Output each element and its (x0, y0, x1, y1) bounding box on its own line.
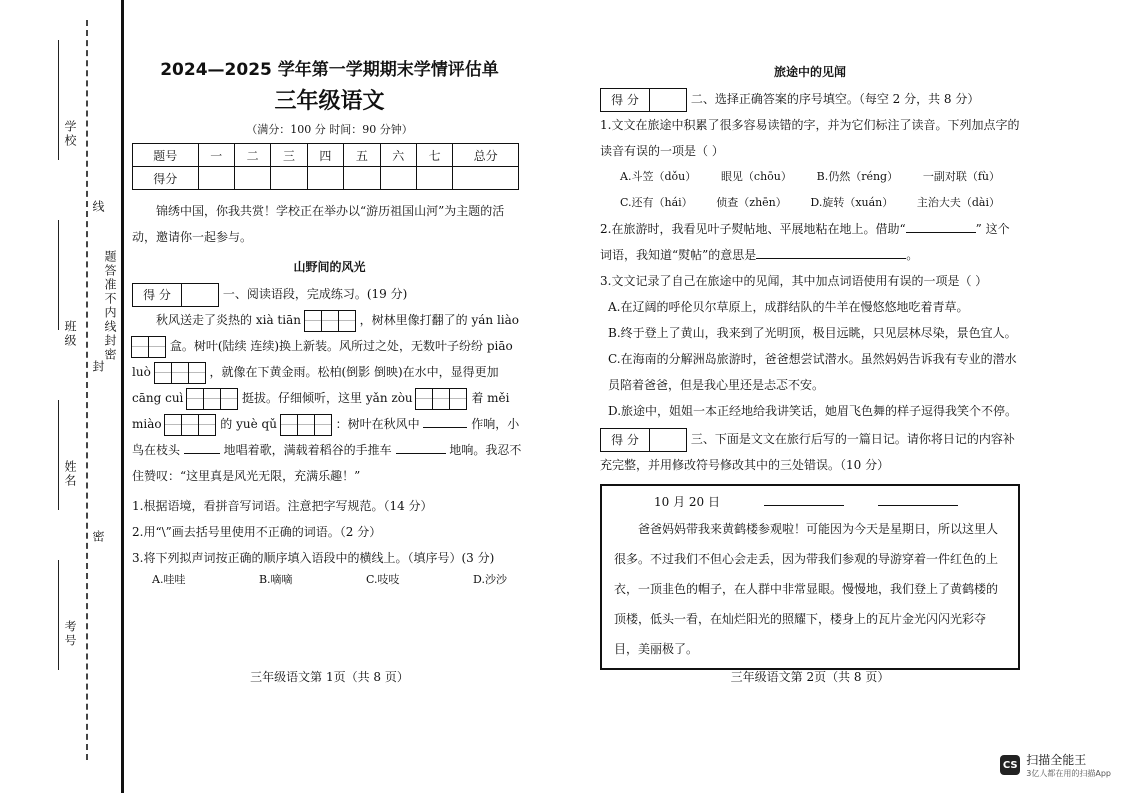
tianzige-box[interactable] (165, 414, 216, 436)
cut-label-xian: 线 (91, 200, 105, 214)
section1-title: 一、阅读语段，完成练习。(19 分) (222, 287, 408, 301)
score-col-2: 二 (234, 144, 270, 167)
question-3: 3.将下列拟声词按正确的顺序填入语段中的横线上。（填序号）(3 分) (132, 551, 495, 565)
answer-line-class (58, 220, 59, 330)
watermark-tagline: 3亿人都在用的扫描App (1026, 769, 1111, 778)
q3-option-a: A.在辽阔的呼伦贝尔草原上，成群结队的牛羊在慢悠悠地吃着青草。 (608, 300, 969, 314)
exam-meta: （满分：100 分 时间：90 分钟） (246, 123, 413, 136)
section1-heading: 山野间的风光 (293, 260, 366, 274)
tianzige-box[interactable] (281, 414, 332, 436)
score-col-3: 三 (271, 144, 307, 167)
sec2-question-3: 3.文文记录了自己在旅途中的见闻，其中加点词语使用有误的一项是（ ） (600, 274, 988, 288)
pinyin-4: cāng cuì (132, 391, 184, 405)
pinyin-7: yuè qǔ (236, 417, 277, 431)
binding-label-school: 学校 (63, 120, 77, 148)
blank-field[interactable] (184, 439, 220, 454)
cut-label-feng: 封 (91, 360, 105, 374)
camscanner-logo-icon: CS (1000, 755, 1020, 775)
score-cell[interactable] (416, 167, 452, 190)
pinyin-3: piāo luò (132, 339, 513, 379)
option-c: C.吱吱 (366, 573, 400, 586)
score-col-6: 六 (380, 144, 416, 167)
sec2-question-1: 1.文文在旅途中积累了很多容易读错的字，并为它们标注了读音。下列加点字的读音有误的一项是（ ） (600, 118, 1020, 158)
section3-title: 三、下面是文文在旅行后写的一篇日记。请你将日记的内容补充完整，并用修改符号修改其中的三处错误。（10 分） (600, 432, 1015, 472)
option-b: B.嘀嘀 (258, 573, 293, 586)
cut-label-mi: 密 (91, 530, 105, 544)
question-2: 2.用“\”画去括号里使用不正确的词语。（2 分） (132, 525, 382, 539)
score-col-7: 七 (416, 144, 452, 167)
q1-opt: C.还有（hái） (620, 196, 693, 209)
q1-opt: 眼见（chōu） (720, 170, 792, 183)
score-cell[interactable] (271, 167, 307, 190)
score-col-label: 题号 (133, 144, 199, 167)
answer-line-name (58, 400, 59, 510)
score-cell[interactable] (380, 167, 416, 190)
intro-text: 锦绣中国，你我共赏！学校正在举办以“游历祖国山河”为主题的活动，邀请你一起参与。 (132, 204, 505, 244)
tianzige-box[interactable] (155, 362, 206, 384)
q1-opt: B.仍然（réng） (816, 170, 899, 183)
score-col-total: 总分 (453, 144, 519, 167)
tianzige-box[interactable] (187, 388, 238, 410)
watermark-text (1026, 751, 1111, 779)
subject-title: 三年级语文 (274, 89, 385, 114)
section2-title: 二、选择正确答案的序号填空。（每空 2 分，共 8 分） (690, 92, 980, 106)
blank-field[interactable] (396, 439, 446, 454)
diary-header (614, 490, 1006, 514)
diary-box (600, 484, 1020, 670)
score-table-score-row (133, 167, 519, 190)
q1-options-row-2 (600, 190, 1020, 216)
pinyin-2: yán liào (471, 313, 519, 327)
score-row-label: 得分 (133, 167, 199, 190)
blank-field[interactable] (756, 244, 906, 259)
score-box-label: 得 分 (601, 429, 650, 451)
right-heading: 旅途中的见闻 (773, 65, 846, 79)
diary-text: 爸爸妈妈带我来黄鹤楼参观啦！可能因为今天是星期日，所以这里人很多。不过我们不但心会走丢，因为带我们参观的导游穿着一件红色的上衣，一顶韭色的帽子，在人群中非常显眼。慢慢地，我们登上了黄鹤楼的顶楼，低头一看，在灿烂阳光的照耀下，楼身上的瓦片金光闪闪光彩夺目，美丽极了。 (614, 522, 999, 656)
question-1: 1.根据语境，看拼音写词语。注意把字写规范。（14 分） (132, 499, 433, 513)
score-box[interactable] (600, 88, 687, 112)
option-a: A.哇哇 (152, 573, 186, 586)
score-cell[interactable] (307, 167, 343, 190)
q3-option-b: B.终于登上了黄山，我来到了光明顶，极目远眺，只见层林尽染，景色宜人。 (608, 326, 1017, 340)
question-3-options (132, 571, 527, 587)
pinyin-1: xià tiān (255, 313, 301, 327)
exam-title: 2024—2025 学年第一学期期末学情评估单 (160, 60, 499, 80)
page-2 (600, 55, 1020, 670)
q1-opt: A.斗笠（dǒu） (620, 170, 697, 183)
q1-opt: 一副对联（fù） (922, 170, 1000, 183)
score-col-5: 五 (344, 144, 380, 167)
q1-opt: 侦查（zhēn） (716, 196, 787, 209)
q1-options-row-1 (600, 164, 1020, 190)
score-cell[interactable] (198, 167, 234, 190)
score-box[interactable] (600, 428, 687, 452)
score-table-header-row (133, 144, 519, 167)
tianzige-box[interactable] (305, 310, 356, 332)
binding-solid-line (121, 0, 124, 793)
score-cell[interactable] (234, 167, 270, 190)
binding-label-class: 班级 (63, 320, 77, 348)
binding-strip (0, 0, 128, 793)
pinyin-6: měi miào (132, 391, 510, 431)
section3-header (600, 426, 1020, 478)
q3-option-d: D.旅途中，姐姐一本正经地给我讲笑话，她眉飞色舞的样子逗得我笑个不停。 (608, 404, 1018, 418)
diary-date: 10 月 20 日 (654, 495, 720, 509)
q1-opt: D.旋转（xuán） (810, 196, 894, 209)
score-box-label: 得 分 (601, 89, 650, 111)
score-col-4: 四 (307, 144, 343, 167)
page-2-footer: 三年级语文第 2页（共 8 页） (730, 670, 890, 684)
page-1-footer: 三年级语文第 1页（共 8 页） (250, 670, 409, 684)
page-1 (132, 55, 527, 587)
section2-header (600, 86, 1020, 112)
weather-blank[interactable] (878, 491, 958, 506)
tianzige-box[interactable] (132, 336, 166, 358)
score-col-1: 一 (198, 144, 234, 167)
option-d: D.沙沙 (473, 573, 507, 586)
seal-notice: 题答准不内线封密 (103, 250, 117, 362)
score-box-label: 得 分 (133, 284, 182, 306)
weekday-blank[interactable] (764, 491, 844, 506)
score-table (132, 143, 519, 190)
score-box[interactable] (132, 283, 219, 307)
scanner-watermark (1000, 751, 1111, 779)
blank-field[interactable] (423, 413, 467, 428)
score-cell[interactable] (453, 167, 519, 190)
binding-dash-line (86, 20, 88, 760)
pinyin-5: yǎn zòu (365, 391, 413, 405)
binding-label-name: 姓名 (63, 460, 77, 488)
watermark-brand: 扫描全能王 (1026, 753, 1087, 767)
blank-field[interactable] (906, 218, 976, 233)
q3-option-c: C.在海南的分解洲岛旅游时，爸爸想尝试潜水。虽然妈妈告诉我有专业的潜水员陪着爸爸，但是我心里还是忐忑不安。 (608, 352, 1017, 392)
answer-line-school (58, 40, 59, 160)
sec2-question-2: 2.在旅游时，我看见叶子熨帖地、平展地粘在地上。借助“ ” 这个词语，我知道“熨帖”的意思是 。 (600, 216, 1020, 268)
q1-opt: 主治大夫（dài） (916, 196, 1000, 209)
binding-label-id: 考号 (63, 620, 77, 648)
score-cell[interactable] (344, 167, 380, 190)
reading-passage: 秋风送走了炎热的 xià tiān ，树林里像打翻了的 yán liào 盒。树叶(陆续 连续)换上新装。风所过之处，无数叶子纷纷 piāo luò ，就像在下黄金雨。松柏(倒影 倒映)在水中，显得更加 cāng cuì 挺拔。仔细倾听，这里 yǎn zòu 着 měi miào 的 yuè qǔ ：树叶在秋风中 作响，小鸟在枝头 地唱着歌，满载着稻谷的手推车 地响。我忍不住赞叹：“这里真是风光无限，充满乐趣！” (132, 307, 527, 489)
answer-line-id (58, 560, 59, 670)
tianzige-box[interactable] (416, 388, 467, 410)
section1-header (132, 281, 527, 307)
